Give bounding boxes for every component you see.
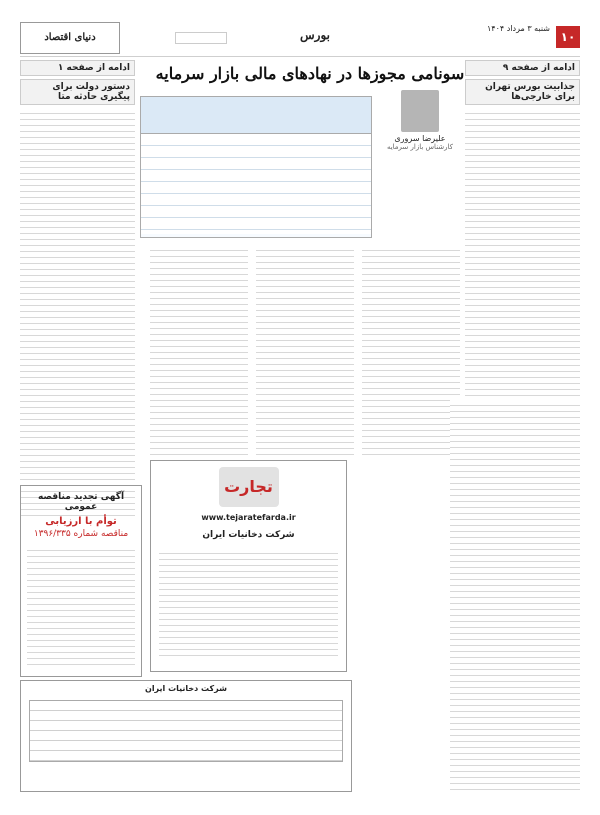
- tender-ad: [20, 485, 142, 677]
- tender-subtitle: توأم با ارزیابی: [45, 516, 117, 527]
- author-role: کارشناس بازار سرمایه: [386, 143, 454, 151]
- article-col-3: [150, 245, 248, 455]
- author-box: [375, 90, 465, 151]
- left-kicker: ادامه از صفحه ۱: [20, 60, 135, 76]
- bottom-ad-table: [29, 700, 343, 762]
- right-title: جذابیت بورس تهران برای خارجی‌ها: [465, 79, 580, 105]
- tejarat-company: شرکت دخانیات ایران: [202, 530, 295, 540]
- tender-number: مناقصه شماره ۱۳۹۶/۳۳۵: [33, 529, 129, 539]
- issue-date: شنبه ۳ مرداد ۱۴۰۴: [487, 24, 550, 33]
- tender-text: [27, 545, 135, 665]
- right-body-text: [465, 108, 580, 428]
- right-column: [465, 60, 580, 428]
- article-col-1: [362, 245, 460, 455]
- bottom-ad: [20, 680, 352, 792]
- author-photo: [401, 90, 439, 132]
- article-title: سونامی مجوزها در نهادهای مالی بازار سرمایه: [155, 64, 465, 83]
- page-header: [20, 20, 580, 57]
- masthead: دنیای اقتصاد: [20, 22, 120, 54]
- tejarat-ad-text: [159, 548, 338, 658]
- tejarat-ad: [150, 460, 347, 672]
- left-body-text: [20, 108, 135, 518]
- table-header: [141, 97, 371, 134]
- license-table: [140, 96, 372, 238]
- bottom-ad-title: شرکت دخانیات ایران: [144, 684, 227, 693]
- author-name: علیرضا سروری: [394, 134, 446, 143]
- tender-title: آگهی تجدید مناقصه عمومی: [37, 492, 125, 512]
- table-rows: [141, 134, 371, 234]
- right-kicker: ادامه از صفحه ۹: [465, 60, 580, 76]
- right-bottom-text: [450, 400, 580, 795]
- section-title: بورس: [300, 28, 330, 42]
- tejarat-site: www.tejaratefarda.ir: [201, 513, 296, 522]
- header-tag: [175, 32, 227, 44]
- article-col-2: [256, 245, 354, 455]
- left-column: [20, 60, 135, 518]
- article-body: [150, 245, 460, 455]
- tejarat-logo: تجارت: [219, 467, 279, 507]
- page-number: ۱۰: [556, 26, 580, 48]
- left-title: دستور دولت برای پیگیری حادثه متا: [20, 79, 135, 105]
